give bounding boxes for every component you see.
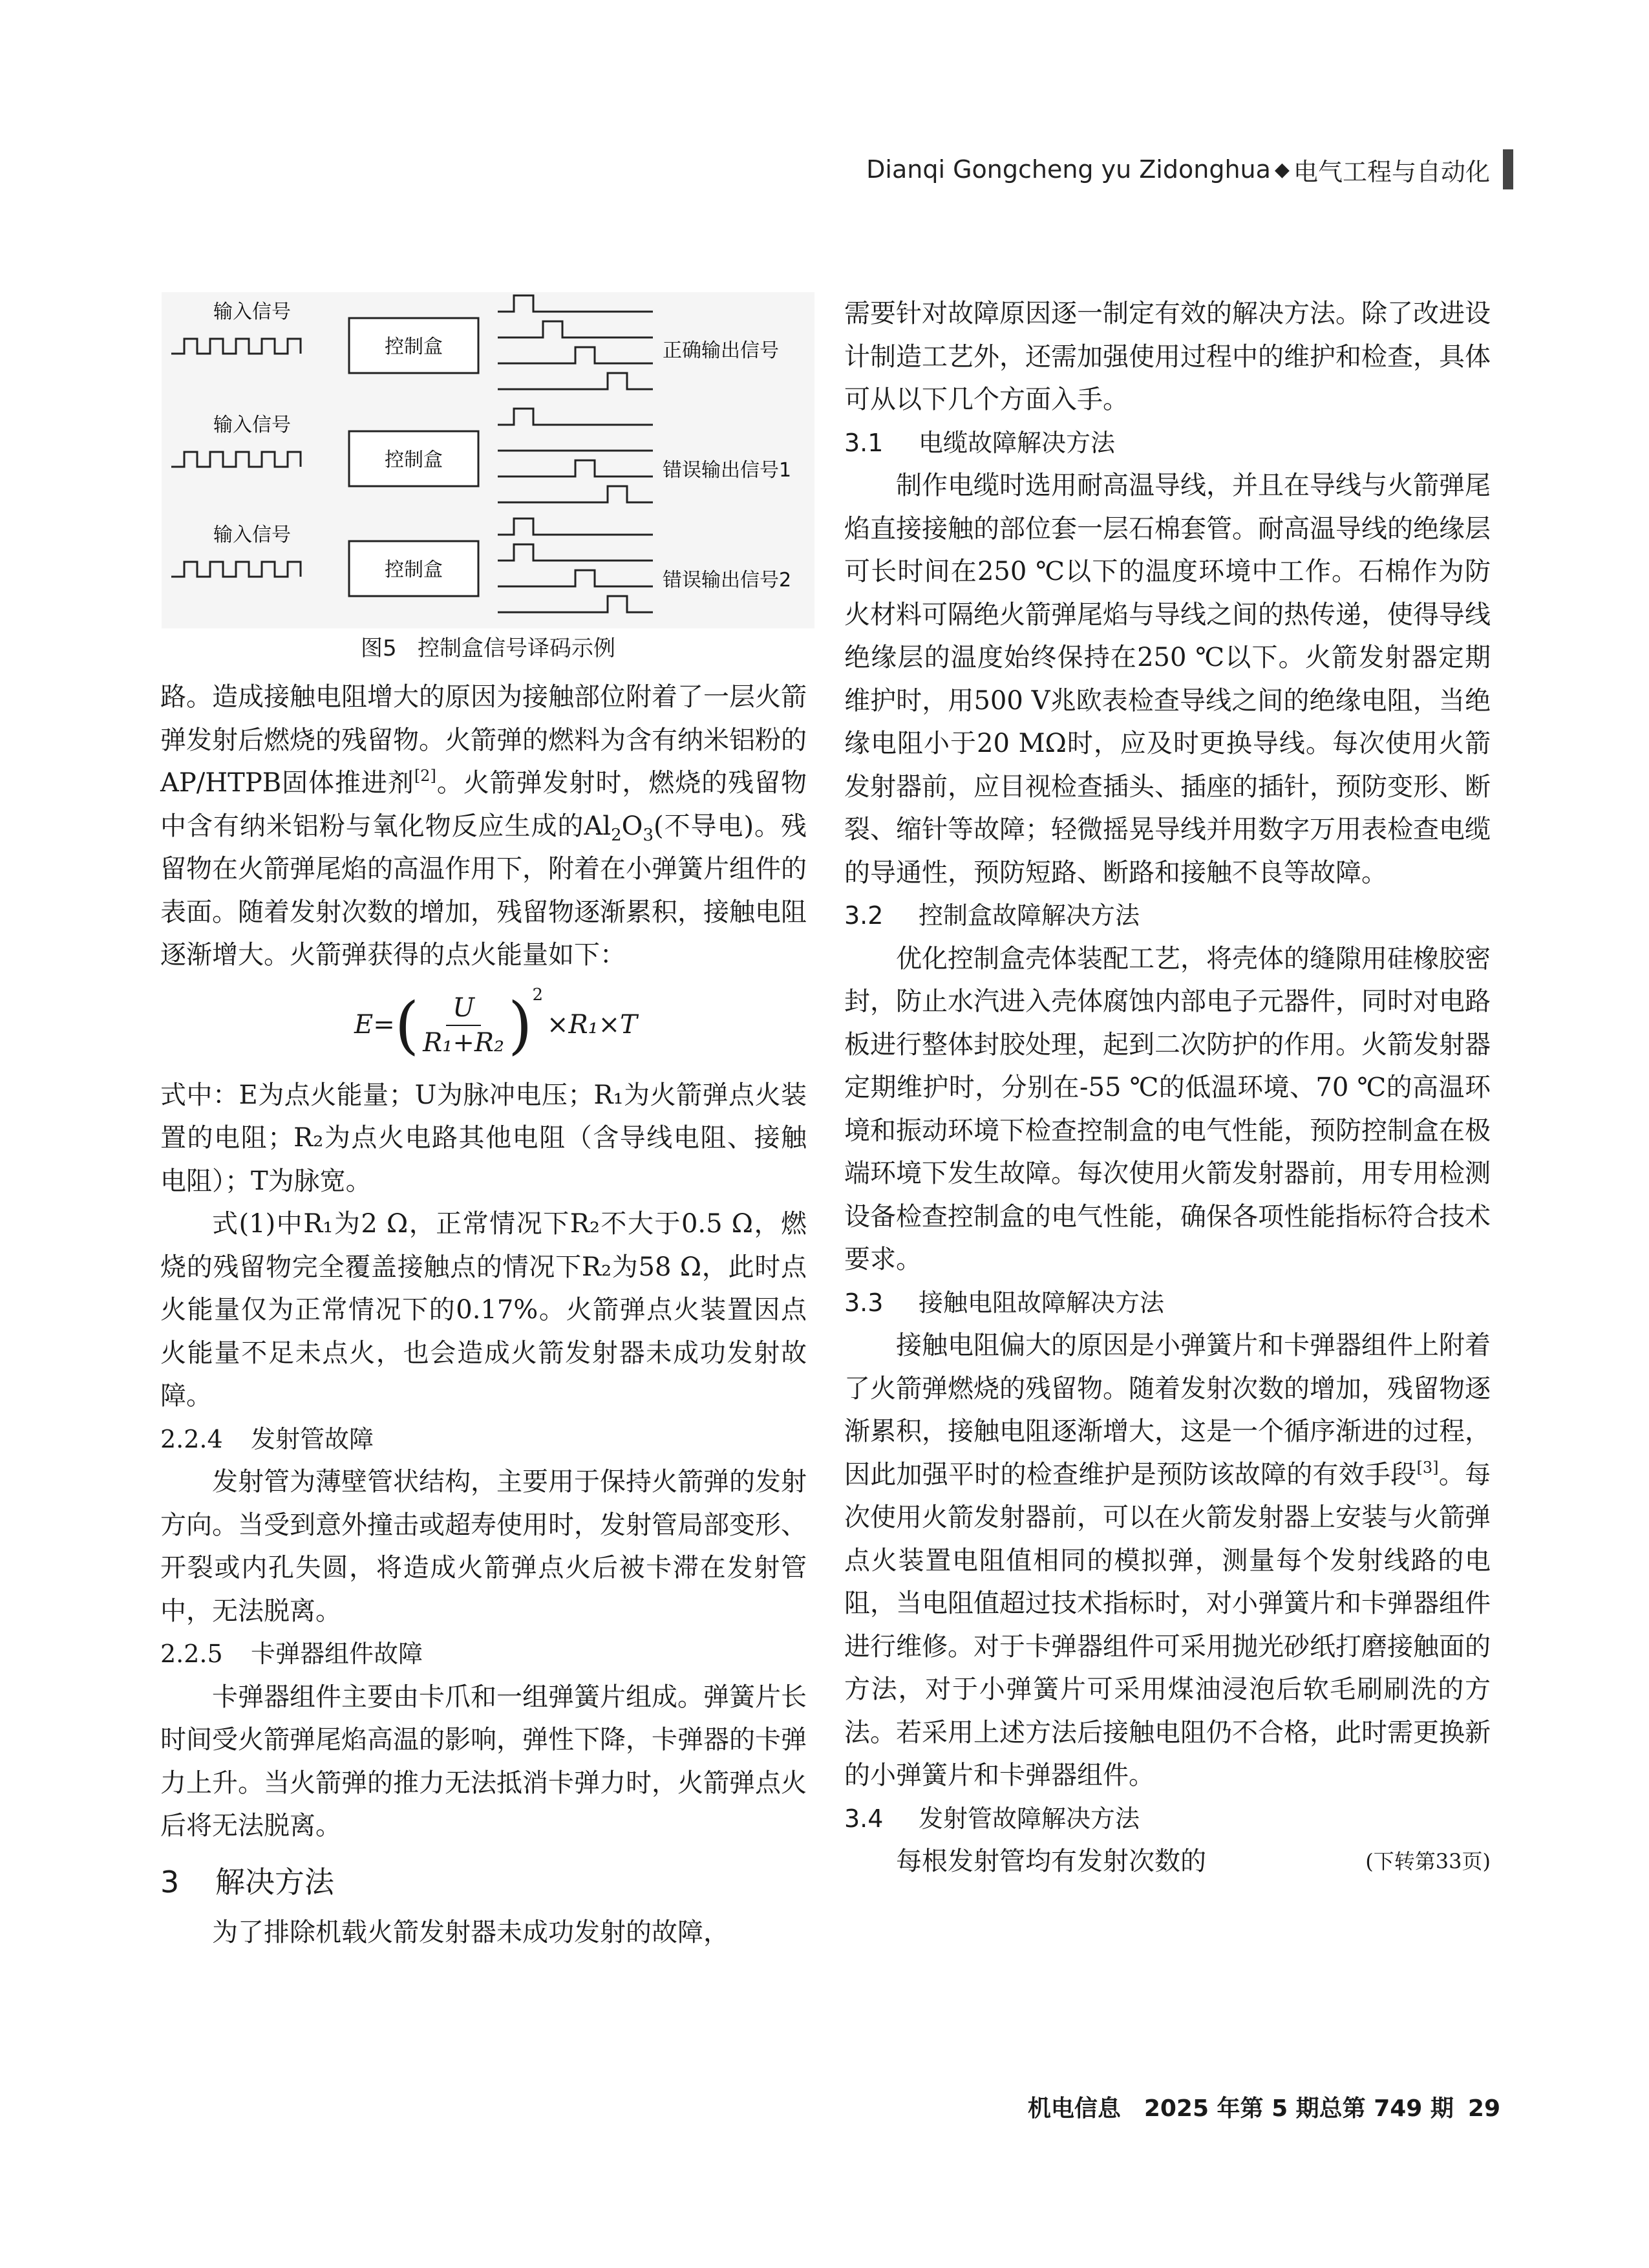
journal-pinyin: Dianqi Gongcheng yu Zidonghua [866, 155, 1271, 184]
section-heading: 3.2 控制盒故障解决方法 [844, 901, 1140, 930]
input-signal-label: 输入信号 [213, 414, 291, 436]
section-heading: 3.3 接触电阻故障解决方法 [844, 1288, 1165, 1317]
footer-issue: 机电信息 2025 年第 5 期总第 749 期 [1027, 2095, 1454, 2122]
formula-fraction [423, 991, 504, 1060]
paragraph: 优化控制盒壳体装配工艺，将壳体的缝隙用硅橡胶密封，防止水汽进入壳体腐蚀内部电子元器件，同时对电路板进行整体封胶处理，起到二次防护的作用。火箭发射器定期维护时，分别在-55 ℃的低温环境、70 ℃的高温环境和振动环境下检查控制盒的电气性能，预防控制盒在极端环境下发生故障。每次使用火箭发射器前，用专用检测设备检查控制盒的电气性能，确保各项性能指标符合技术要求。 [844, 943, 1491, 1274]
figure-caption [162, 632, 814, 665]
page-number: 29 [1467, 2095, 1500, 2122]
formula-lhs: E= [354, 1010, 395, 1040]
figure-number: 图5 [360, 636, 397, 661]
page-footer [1028, 2090, 1500, 2128]
paragraph: 制作电缆时选用耐高温导线，并且在导线与火箭弹尾焰直接接触的部位套一层石棉套管。耐高温导线的绝缘层可长时间在250 ℃以下的温度环境中工作。石棉作为防火材料可隔绝火箭弹尾焰与导线之间的热传递，使得导线绝缘层的温度始终保持在250 ℃以下。火箭发射器定期维护时，用500 V兆欧表检查导线之间的绝缘电阻，当绝缘电阻小于20 MΩ时，应及时更换导线。每次使用火箭发射器前，应目视检查插头、插座的插针，预防变形、断裂、缩针等故障；轻微摇晃导线并用数字万用表检查电缆的导通性，预防短路、断路和接触不良等故障。 [844, 471, 1491, 888]
citation: [3] [1416, 1458, 1439, 1477]
output-signal-label: 正确输出信号 [663, 339, 779, 362]
paragraph: 路。造成接触电阻增大的原因为接触部位附着了一层火箭弹发射后燃烧的残留物。火箭弹的燃料为含有纳米铝粉的AP/HTPB固体推进剂[2]。火箭弹发射时，燃烧的残留物中含有纳米铝粉与氧化物反应生成的$Al_2O_3$(不导电)。残留物在火箭弹尾焰的高温作用下，附着在小弹簧片组件的表面。随着发射次数的增加，残留物逐渐累积，接触电阻逐渐增大。火箭弹获得的点火能量如下： [160, 682, 807, 970]
right-column [844, 292, 1491, 1883]
diamond-icon: ◆ [1274, 158, 1290, 181]
citation: [2] [414, 767, 436, 785]
formula-power: 2 [532, 985, 543, 1005]
paragraph: 接触电阻偏大的原因是小弹簧片和卡弹器组件上附着了火箭弹燃烧的残留物。随着发射次数的增加，残留物逐渐累积，接触电阻逐渐增大，这是一个循序渐进的过程，因此加强平时的检查维护是预防该故障的有效手段[3]。每次使用火箭发射器前，可以在火箭发射器上安装与火箭弹点火装置电阻值相同的模拟弹，测量每个发射线路的电阻，当电阻值超过技术指标时，对小弹簧片和卡弹器组件进行维修。对于卡弹器组件可采用抛光砂纸打磨接触面的方法，对于小弹簧片可采用煤油浸泡后软毛刷刷洗的方法。若采用上述方法后接触电阻仍不合格，此时需更换新的小弹簧片和卡弹器组件。 [844, 1331, 1491, 1790]
ignition-energy-formula [160, 977, 807, 1074]
formula-rest: ×R₁×T [547, 1010, 637, 1040]
paragraph: 卡弹器组件主要由卡爪和一组弹簧片组成。弹簧片长时间受火箭弹尾焰高温的影响，弹性下降，卡弹器的卡弹力上升。当火箭弹的推力无法抵消卡弹力时，火箭弹点火后将无法脱离。 [160, 1682, 807, 1841]
journal-title-cn: 电气工程与自动化 [1293, 157, 1490, 186]
paragraph: 为了排除机载火箭发射器未成功发射的故障， [212, 1917, 729, 1947]
right-paren: ) [508, 989, 533, 1062]
section-heading: 2.2.5 卡弹器组件故障 [160, 1640, 423, 1668]
control-box-label: 控制盒 [385, 449, 443, 471]
input-signal-label: 输入信号 [213, 524, 291, 546]
paragraph: 需要针对故障原因逐一制定有效的解决方法。除了改进设计制造工艺外，还需加强使用过程中的维护和检查，具体可从以下几个方面入手。 [844, 299, 1491, 414]
control-box-label: 控制盒 [385, 559, 443, 581]
section-heading: 3.4 发射管故障解决方法 [844, 1804, 1140, 1833]
header-bar [1503, 149, 1513, 189]
control-box-label: 控制盒 [385, 336, 443, 358]
paragraph: 式(1)中R₁为2 Ω，正常情况下R₂不大于0.5 Ω，燃烧的残留物完全覆盖接触点的情况下R₂为58 Ω，此时点火能量仅为正常情况下的0.17%。火箭弹点火装置因点火能量不足未点火，也会造成火箭发射器未成功发射故障。 [160, 1209, 807, 1411]
output-signal-label: 错误输出信号1 [663, 459, 792, 482]
formula-denominator: R₁+R₂ [423, 1027, 504, 1058]
running-header [866, 150, 1513, 189]
input-signal-label: 输入信号 [213, 301, 291, 323]
figure-caption-text: 控制盒信号译码示例 [418, 636, 616, 661]
formula-numerator: U [446, 991, 481, 1026]
figure-5-diagram [162, 292, 814, 628]
output-signal-label: 错误输出信号2 [663, 569, 792, 592]
section-heading-major: 3 解决方法 [160, 1864, 334, 1899]
left-paren: ( [394, 989, 420, 1062]
paragraph: 每根发射管均有发射次数的 (下转第33页) [844, 1840, 1491, 1883]
paragraph: 式中：E为点火能量；U为脉冲电压；R₁为火箭弹点火装置的电阻；R₂为点火电路其他电阻（含导线电阻、接触电阻）；T为脉宽。 [160, 1080, 807, 1196]
section-heading: 2.2.4 发射管故障 [160, 1424, 374, 1453]
paragraph: 发射管为薄壁管状结构，主要用于保持火箭弹的发射方向。当受到意外撞击或超寿使用时，发射管局部变形、开裂或内孔失圆，将造成火箭弹点火后被卡滞在发射管中，无法脱离。 [160, 1467, 807, 1626]
section-heading: 3.1 电缆故障解决方法 [844, 428, 1116, 457]
continued-note: (下转第33页) [1365, 1849, 1491, 1874]
left-column [160, 676, 807, 1954]
